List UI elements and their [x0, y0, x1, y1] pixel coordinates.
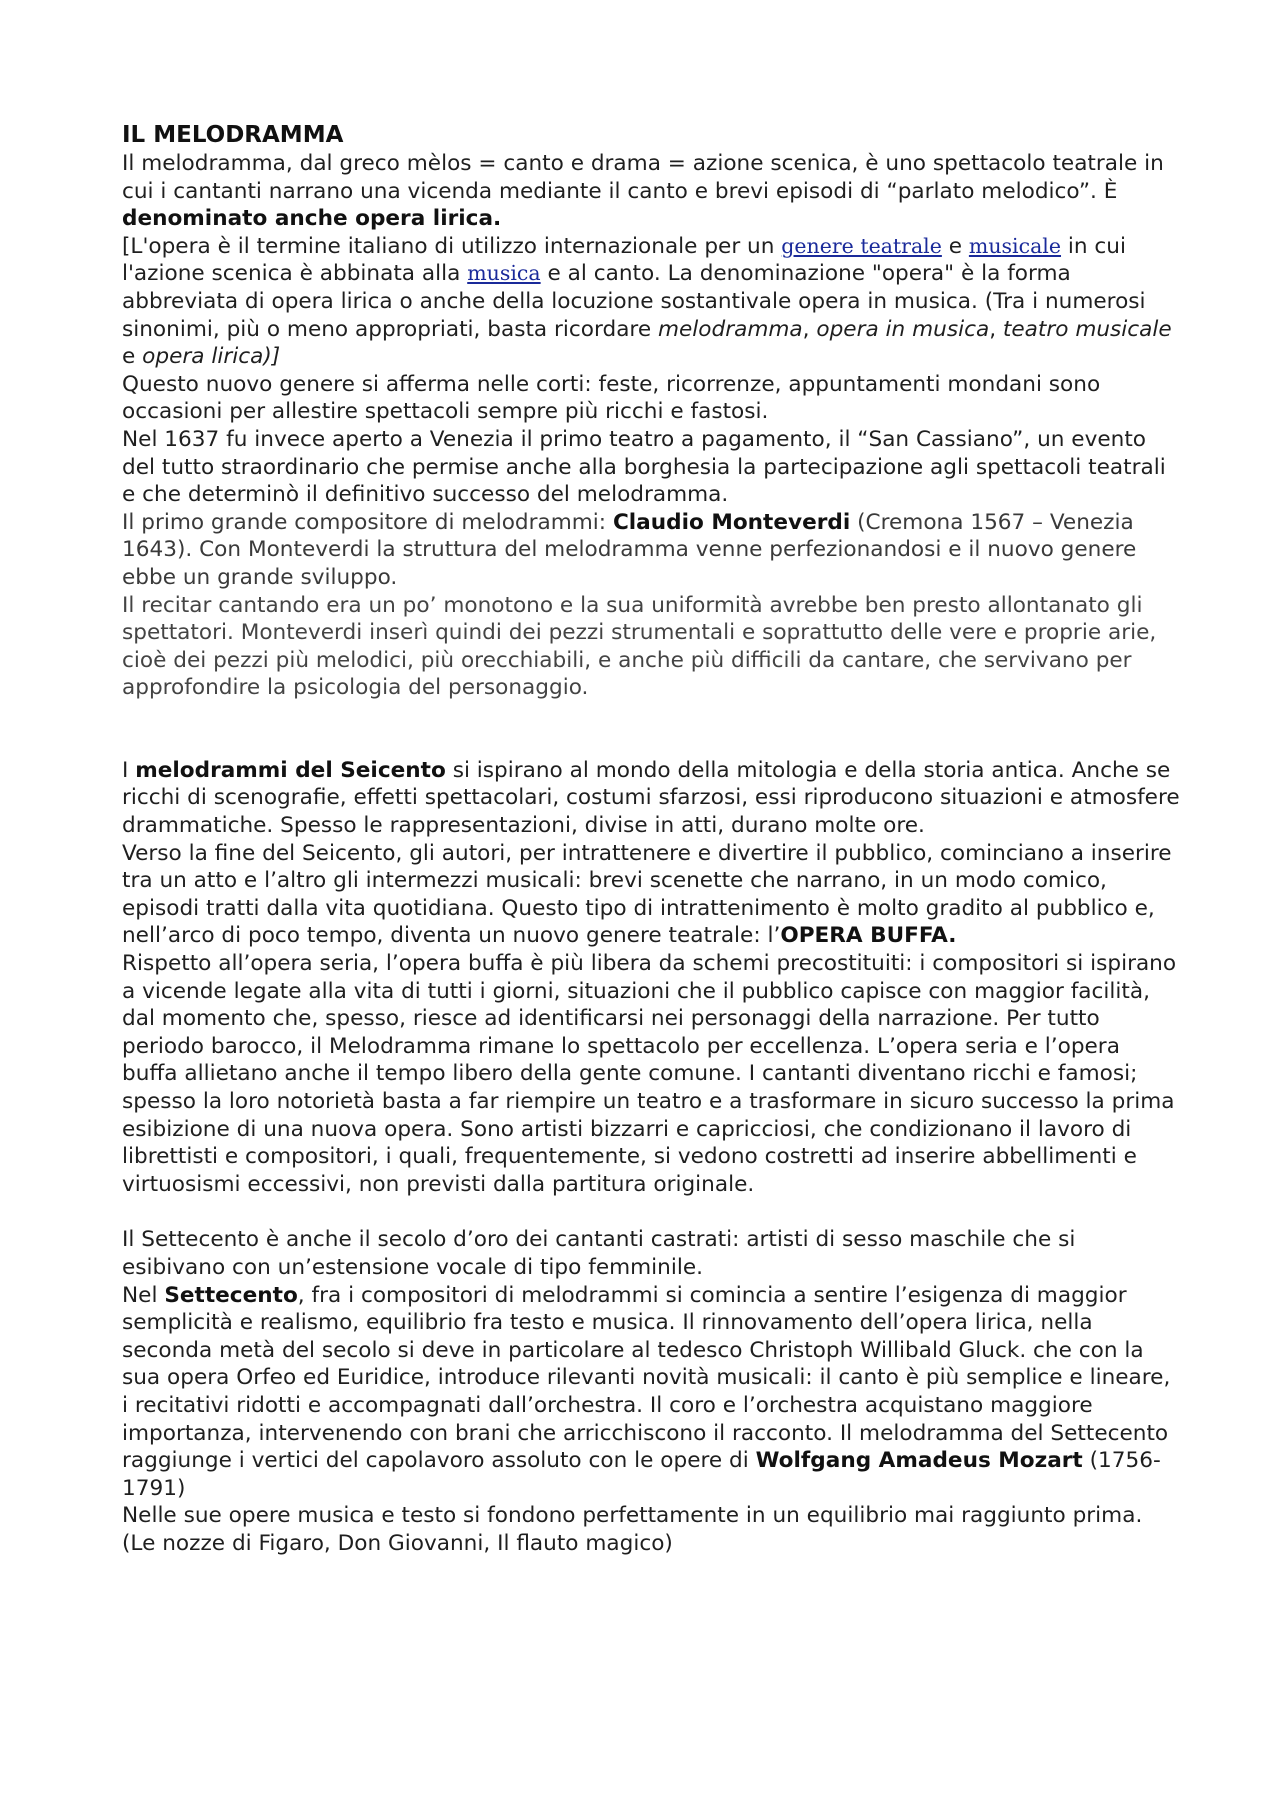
- paragraph-san-cassiano: Nel 1637 fu invece aperto a Venezia il primo teatro a pagamento, il “San Cassiano”, un evento del tutto straordinario che permise anche alla borghesia la partecipazione agli spettacoli teatrali e che determinò il definitivo successo del melodramma.: [122, 426, 1166, 508]
- paragraph-castrati: Il Settecento è anche il secolo d’oro dei cantanti castrati: artisti di sesso maschile che si esibivano con un’estensione vocale di tipo femminile.: [122, 1227, 1076, 1280]
- paragraph-settecento: Nel Settecento, fra i compositori di melodrammi si comincia a sentire l’esigenza di maggior semplicità e realismo, equilibrio fra testo e musica. Il rinnovamento dell’opera lirica, nella seconda metà del secolo si deve in particolare al tedesco Christoph Willibald Gluck. che con la sua opera Orfeo ed Euridice, introduce rilevanti novità musicali: il canto è più semplice e lineare, i recitativi ridotti e accompagnati dall’orchestra. Il coro e l’orchestra acquistano maggiore importanza, intervenendo con brani che arricchiscono il racconto. Il melodramma del Settecento raggiunge i vertici del capolavoro assoluto con le opere di Wolfgang Amadeus Mozart (1756-1791): [122, 1282, 1171, 1501]
- paragraph-recitar-cantando: Il recitar cantando era un po’ monotono e la sua uniformità avrebbe ben presto allontanato gli spettatori. Monteverdi inserì quindi dei pezzi strumentali e soprattutto delle vere e proprie arie, cioè dei pezzi più melodici, più orecchiabili, e anche più difficili da cantare, che servivano per approfondire la psicologia del personaggio.: [122, 592, 1157, 701]
- bold-phrase: denominato anche opera lirica.: [122, 206, 502, 232]
- paragraph-monteverdi: Il primo grande compositore di melodrammi: Claudio Monteverdi (Cremona 1567 – Venezia 1643). Con Monteverdi la struttura del melodramma venne perfezionandosi e il nuovo genere ebbe un grande sviluppo.: [122, 509, 1137, 590]
- spacer: [122, 702, 1182, 757]
- document-title: IL MELODRAMMA: [122, 122, 344, 148]
- link-musicale[interactable]: musicale: [968, 233, 1062, 258]
- paragraph-opera-note: [L'opera è il termine italiano di utilizzo internazionale per un genere teatrale e musicale in cui l'azione scenica è abbinata alla musica e al canto. La denominazione "opera" è la forma abbreviata di opera lirica o anche della locuzione sostantivale opera in musica. (Tra i numerosi sinonimi, più o meno appropriati, basta ricordare melodramma, opera in musica, teatro musicale e opera lirica)]: [122, 233, 1172, 370]
- paragraph-intermezzi: Verso la fine del Seicento, gli autori, per intrattenere e divertire il pubblico, cominciano a inserire tra un atto e l’altro gli intermezzi musicali: brevi scenette che narrano, in un modo comico, episodi tratti dalla vita quotidiana. Questo tipo di intrattenimento è molto gradito al pubblico e, nell’arco di poco tempo, diventa un nuovo genere teatrale: l’OPERA BUFFA.: [122, 840, 1172, 949]
- paragraph-corti: Questo nuovo genere si afferma nelle corti: feste, ricorrenze, appuntamenti mondani sono occasioni per allestire spettacoli sempre più ricchi e fastosi.: [122, 371, 1101, 425]
- link-musica[interactable]: musica: [467, 261, 541, 286]
- paragraph-opera-buffa: Rispetto all’opera seria, l’opera buffa è più libera da schemi precostituiti: i compositori si ispirano a vicende legate alla vita di tutti i giorni, situazioni che il pubblico capisce con maggior facilità, dal momento che, spesso, riesce ad identificarsi nei personaggi della narrazione. Per tutto periodo barocco, il Melodramma rimane lo spettacolo per eccellenza. L’opera seria e l’opera buffa allietano anche il tempo libero della gente comune. I cantanti diventano ricchi e famosi; spesso la loro notorietà basta a far riempire un teatro e a trasformare in sicuro successo la prima esibizione di una nuova opera. Sono artisti bizzarri e capricciosi, che condizionano il lavoro di librettisti e compositori, i quali, frequentemente, si vedono costretti ad inserire abbellimenti e virtuosismi eccessivi, non previsti dalla partitura originale.: [122, 951, 1177, 1197]
- paragraph-definition: Il melodramma, dal greco mèlos = canto e drama = azione scenica, è uno spettacolo teatrale in cui i cantanti narrano una vicenda mediante il canto e brevi episodi di “parlato melodico”. È denominato anche opera lirica.: [122, 151, 1164, 232]
- link-genere-teatrale[interactable]: genere teatrale: [781, 233, 942, 258]
- paragraph-seicento: I melodrammi del Seicento si ispirano al mondo della mitologia e della storia antica. Anche se ricchi di scenografie, effetti spettacolari, costumi sfarzosi, essi riproducono situazioni e atmosfere drammatiche. Spesso le rappresentazioni, divise in atti, durano molte ore.: [122, 757, 1180, 839]
- document-page: [122, 120, 1182, 1558]
- spacer: [122, 1198, 1182, 1226]
- paragraph-mozart: Nelle sue opere musica e testo si fondono perfettamente in un equilibrio mai raggiunto prima. (Le nozze di Figaro, Don Giovanni, Il flauto magico): [122, 1503, 1143, 1556]
